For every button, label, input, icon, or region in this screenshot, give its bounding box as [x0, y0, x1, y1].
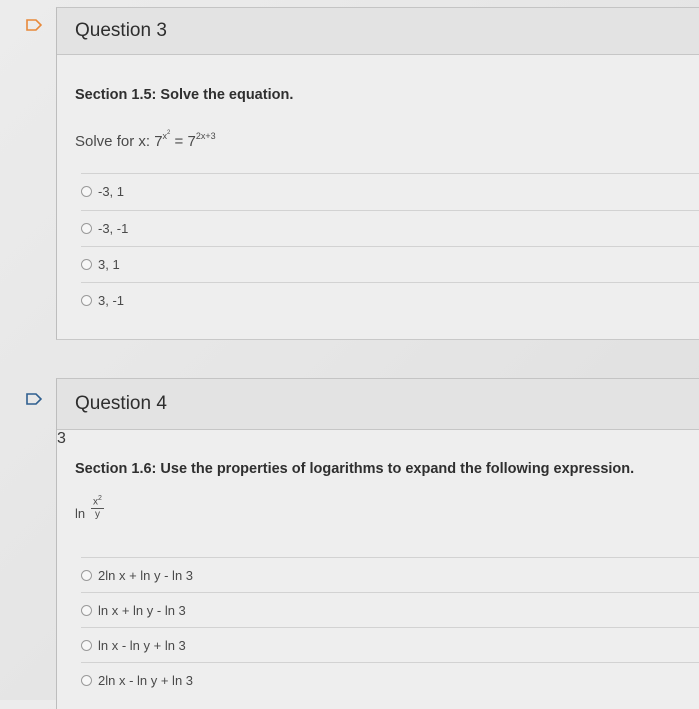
question-4-header — [57, 379, 699, 430]
option-q3-4[interactable] — [81, 282, 699, 317]
question-4-title: Question 4 — [75, 393, 167, 414]
radio-button[interactable] — [81, 223, 92, 234]
question-3-prompt: Solve for x: $7^{x^2} = 7^{2x+3}$ — [75, 130, 216, 150]
radio-button[interactable] — [81, 259, 92, 270]
question-3-card — [56, 7, 699, 340]
expression-fraction: $\frac{x^2}{y}$ — [93, 495, 102, 521]
question-3-section: Section 1.5: Solve the equation. — [75, 87, 294, 103]
option-label: 3, -1 — [98, 292, 125, 308]
option-label: 3, 1 — [98, 256, 120, 272]
radio-button[interactable] — [81, 295, 92, 306]
option-q4-3[interactable] — [81, 627, 699, 662]
option-q4-2[interactable] — [81, 592, 699, 627]
question-3-title: Question 3 — [75, 20, 167, 41]
option-q3-1[interactable] — [81, 173, 699, 208]
radio-button[interactable] — [81, 570, 92, 581]
option-label: -3, 1 — [98, 183, 125, 199]
option-label: -3, -1 — [98, 220, 129, 236]
question-3-header — [57, 8, 699, 55]
option-q3-3[interactable] — [81, 246, 699, 281]
question-4-section: Section 1.6: Use the properties of logarithms to expand the following expression. — [75, 461, 635, 477]
question-4-card: Question 4 Section 1.6: Use the properties of logarithms to expand the following expression. ln $\frac{x^2}{y}$ 3 2ln x + ln y - ln 3 ln x + ln y - ln 3 ln x - ln y + ln 3 2ln x - ln y + ln 3 — [56, 378, 699, 709]
flag-icon[interactable] — [26, 393, 42, 405]
flag-icon[interactable] — [26, 19, 42, 31]
radio-button[interactable] — [81, 675, 92, 686]
expression-ln: ln — [75, 506, 86, 521]
option-label: 2ln x + ln y - ln 3 — [98, 567, 194, 583]
option-label: ln x + ln y - ln 3 — [98, 602, 186, 618]
option-q4-1[interactable] — [81, 557, 699, 592]
option-q4-4[interactable] — [81, 662, 699, 697]
radio-button[interactable] — [81, 186, 92, 197]
radio-button[interactable] — [81, 640, 92, 651]
option-label: 2ln x - ln y + ln 3 — [98, 672, 194, 688]
option-q3-2[interactable] — [81, 210, 699, 245]
option-label: ln x - ln y + ln 3 — [98, 637, 186, 653]
radio-button[interactable] — [81, 605, 92, 616]
